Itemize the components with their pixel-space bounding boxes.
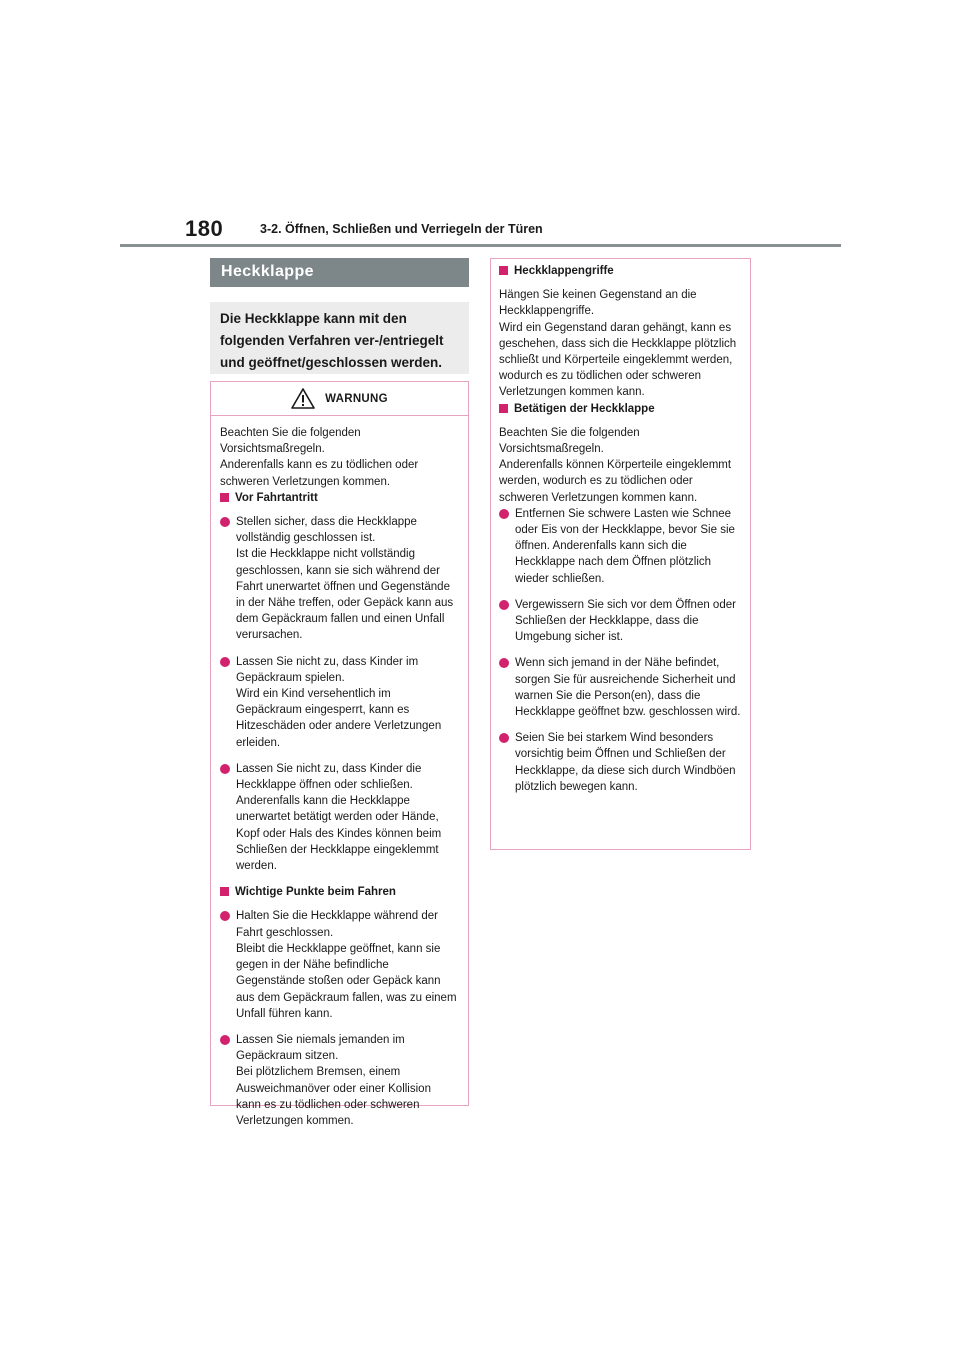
paragraph: Hängen Sie keinen Gegenstand an die Heckklappengriffe. Wird ein Gegenstand daran gehängt, kann es geschehen, dass sich die Heckklappe plötzlich schließt und Körperteile eingeklemmt werden, wodurch es zu tödlichen oder schweren Verletzungen kommen kann. [499, 289, 737, 399]
warning-triangle-icon [291, 388, 315, 409]
subheading-label: Vor Fahrtantritt [235, 491, 318, 504]
bullet-text: Lassen Sie nicht zu, dass Kinder im Gepäckraum spielen. Wird ein Kind versehentlich im Gepäckraum eingesperrt, kann es Hitzeschäden oder andere Verletzungen erleiden. [236, 655, 442, 749]
circle-bullet-icon [220, 657, 230, 667]
bullet-item [499, 506, 742, 587]
bullet-item [220, 654, 459, 751]
bullet-text: Wenn sich jemand in der Nähe befindet, sorgen Sie für ausreichende Sicherheit und warnen Sie die Person(en), dass die Heckklappe geöffnet bzw. geschlossen wird. [515, 657, 741, 719]
subheading-label: Betätigen der Heckklappe [514, 402, 655, 415]
caution-continued-box [490, 258, 751, 850]
chapter-title: 3-2. Öffnen, Schließen und Verriegeln der Türen [260, 222, 543, 236]
bullet-text: Lassen Sie niemals jemanden im Gepäckraum sitzen. Bei plötzlichem Bremsen, einem Ausweichmanöver oder einer Kollision kann es zu tödlichen oder schweren Verletzungen kommen. [236, 1033, 431, 1127]
page-number: 180 [185, 216, 224, 241]
bullet-item [499, 730, 742, 795]
square-bullet-icon [499, 404, 508, 413]
section-heading: Heckklappe [210, 258, 469, 287]
warning-header [211, 382, 468, 416]
circle-bullet-icon [499, 658, 509, 668]
circle-bullet-icon [499, 509, 509, 519]
square-bullet-icon [220, 493, 229, 502]
bullet-item [499, 597, 742, 646]
continued-body [499, 263, 742, 795]
paragraph: Beachten Sie die folgenden Vorsichtsmaßregeln. Anderenfalls können Körperteile eingeklemmt werden, wodurch es zu tödlichen oder schweren Verletzungen kommen kann. [499, 426, 732, 504]
bullet-text: Seien Sie bei starkem Wind besonders vorsichtig beim Öffnen und Schließen der Heckklappe, da diese sich durch Windböen plötzlich bewegen kann. [515, 732, 736, 793]
bullet-text: Entfernen Sie schwere Lasten wie Schnee oder Eis von der Heckklappe, bevor Sie sie öffnen. Anderenfalls kann sich die Heckklappe nach dem Öffnen plötzlich wieder schließen. [515, 507, 735, 585]
header-rule [120, 244, 841, 247]
subheading [220, 884, 459, 900]
subheading-label: Wichtige Punkte beim Fahren [235, 886, 396, 899]
circle-bullet-icon [220, 764, 230, 774]
circle-bullet-icon [220, 1035, 230, 1045]
subheading-label: Heckklappengriffe [514, 265, 614, 277]
warning-box [210, 381, 469, 1127]
subheading [220, 490, 459, 506]
square-bullet-icon [499, 266, 508, 275]
circle-bullet-icon [220, 911, 230, 921]
bullet-item [220, 1032, 459, 1129]
subheading [499, 263, 742, 279]
bullet-text: Lassen Sie nicht zu, dass Kinder die Heckklappe öffnen oder schließen. Anderenfalls kann die Heckklappe unerwartet betätigt werden oder Hände, Kopf oder Hals des Kindes können beim Schließen der Heckklappe eingeklemmt werden. [236, 762, 442, 873]
warning-label: WARNUNG [325, 392, 388, 405]
bullet-text: Vergewissern Sie sich vor dem Öffnen oder Schließen der Heckklappe, dass die Umgebung sicher ist. [515, 598, 736, 644]
circle-bullet-icon [499, 600, 509, 610]
circle-bullet-icon [499, 733, 509, 743]
bullet-text: Stellen sicher, dass die Heckklappe vollständig geschlossen ist. Ist die Heckklappe nicht vollständig geschlossen, kann sie sich während der Fahrt unerwartet öffnen und Gegenstände in der Nähe treffen, oder Gepäck kann aus dem Gepäckraum fallen und einen Unfall verursachen. [236, 516, 454, 642]
subheading [499, 401, 742, 417]
section-intro: Die Heckklappe kann mit den folgenden Verfahren ver-/entriegelt und geöffnet/geschlossen werden. [210, 302, 469, 374]
square-bullet-icon [220, 887, 229, 896]
bullet-item [499, 655, 742, 720]
circle-bullet-icon [220, 517, 230, 527]
bullet-item [220, 761, 459, 874]
warning-body [220, 425, 459, 1129]
warning-intro: Beachten Sie die folgenden Vorsichtsmaßregeln. Anderenfalls kann es zu tödlichen oder schweren Verletzungen kommen. [220, 427, 419, 488]
bullet-item [220, 908, 459, 1021]
bullet-item [220, 514, 459, 644]
bullet-text: Halten Sie die Heckklappe während der Fahrt geschlossen. Bleibt die Heckklappe geöffnet, kann sie gegen in der Nähe befindliche Gegenstände stoßen oder Gepäck kann aus dem Gepäckraum fallen, was zu einem Unfall führen kann. [236, 910, 457, 1020]
